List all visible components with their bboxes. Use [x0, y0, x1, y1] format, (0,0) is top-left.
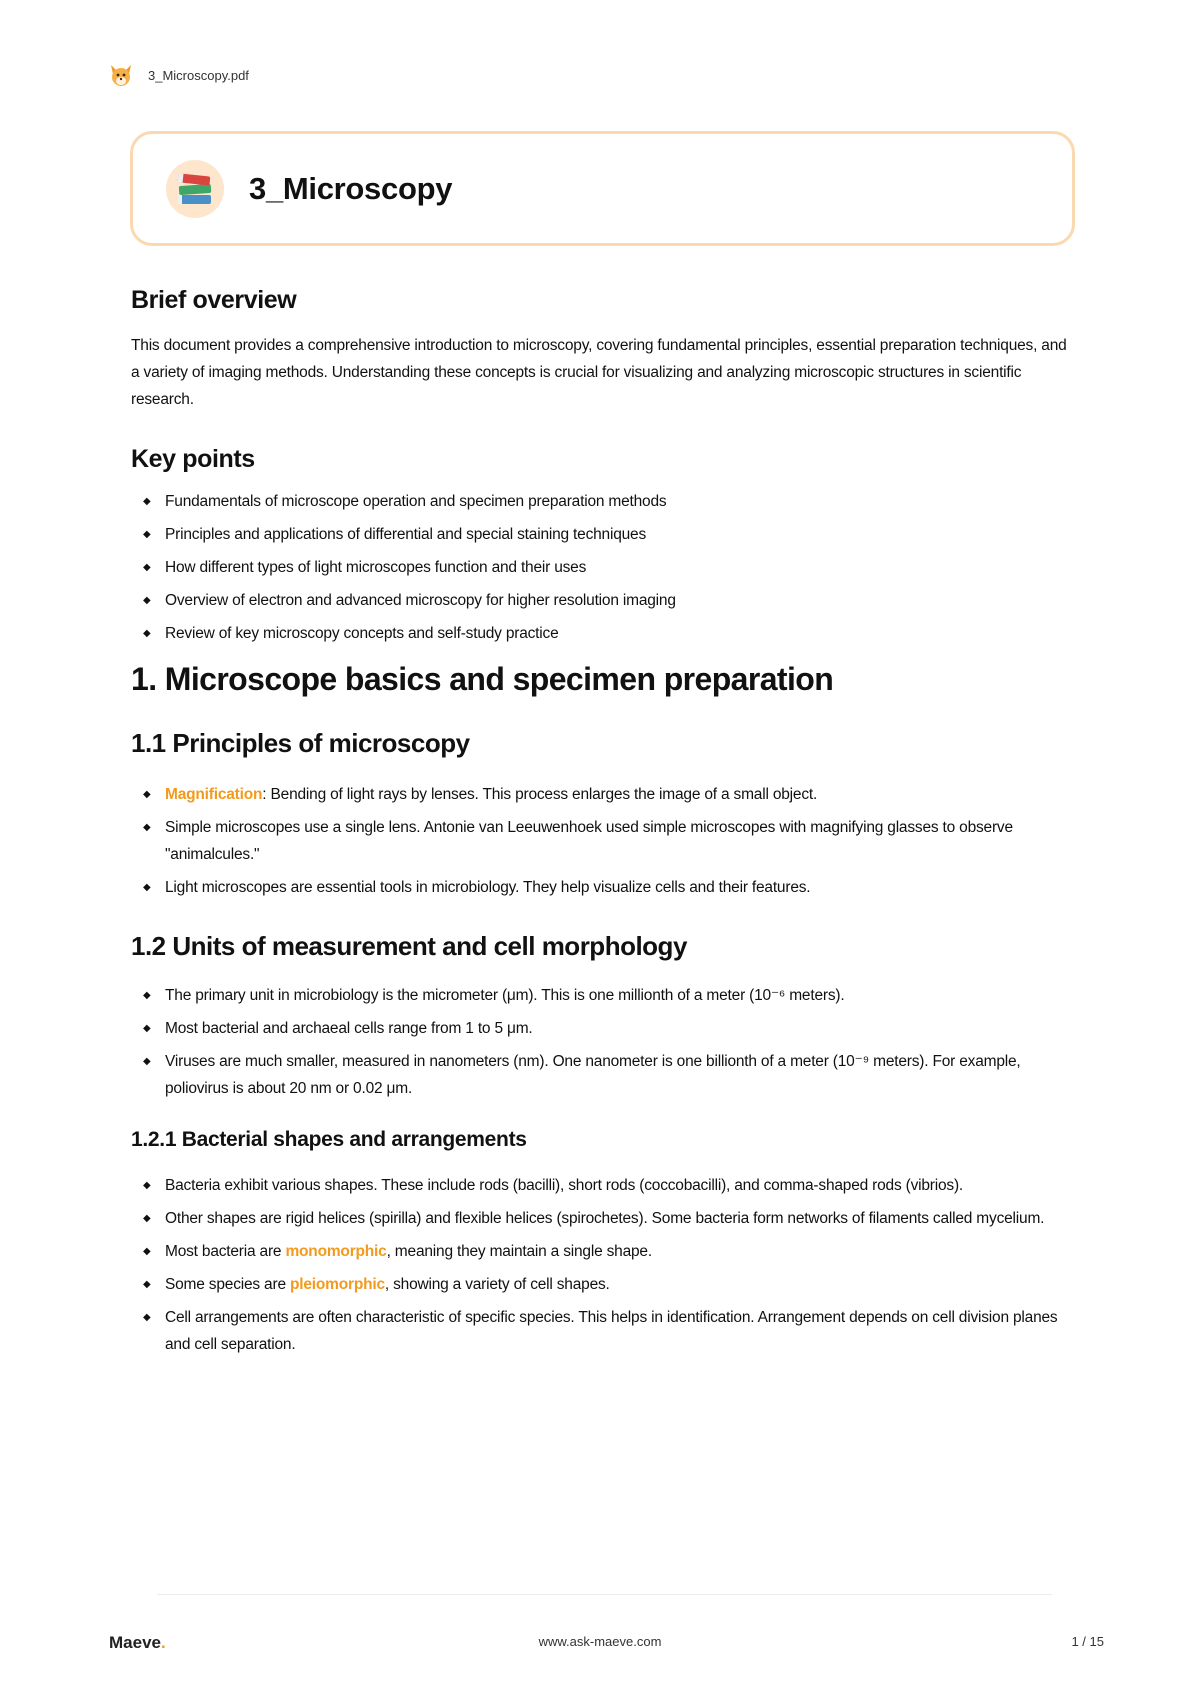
diamond-bullet-icon: ◆ — [143, 822, 151, 833]
diamond-bullet-icon: ◆ — [143, 1213, 151, 1224]
footer-divider — [157, 1594, 1052, 1595]
fox-logo-icon — [108, 62, 134, 88]
diamond-bullet-icon: ◆ — [143, 1056, 151, 1067]
books-icon — [165, 159, 225, 219]
section-1-heading: 1. Microscope basics and specimen preparation — [131, 661, 834, 697]
highlighted-term: monomorphic — [285, 1243, 387, 1260]
section-1-2-list — [131, 982, 1071, 1102]
diamond-bullet-icon: ◆ — [143, 496, 151, 507]
diamond-bullet-icon: ◆ — [143, 789, 151, 800]
list-item: ◆ Review of key microscopy concepts and self-study practice — [131, 620, 1071, 647]
list-item: ◆ Other shapes are rigid helices (spirilla) and flexible helices (spirochetes). Some bacteria form networks of filaments called mycelium. — [131, 1205, 1071, 1232]
page-number: 1 / 15 — [1071, 1634, 1104, 1649]
list-item: ◆ Fundamentals of microscope operation and specimen preparation methods — [131, 488, 1071, 515]
diamond-bullet-icon: ◆ — [143, 595, 151, 606]
list-item: ◆ Cell arrangements are often characteristic of specific species. This helps in identification. Arrangement depends on cell division planes and cell separation. — [131, 1304, 1071, 1358]
diamond-bullet-icon: ◆ — [143, 1279, 151, 1290]
list-item: ◆ Most bacterial and archaeal cells range from 1 to 5 μm. — [131, 1015, 1071, 1042]
list-item: ◆ Simple microscopes use a single lens. Antonie van Leeuwenhoek used simple microscopes with magnifying glasses to observe "animalcules." — [131, 814, 1071, 868]
diamond-bullet-icon: ◆ — [143, 529, 151, 540]
list-item: ◆ Some species are pleiomorphic, showing a variety of cell shapes. — [131, 1271, 1071, 1298]
list-item: ◆ Viruses are much smaller, measured in nanometers (nm). One nanometer is one billionth of a meter (10⁻⁹ meters). For example, poliovirus is about 20 nm or 0.02 μm. — [131, 1048, 1071, 1102]
diamond-bullet-icon: ◆ — [143, 562, 151, 573]
highlighted-term: pleiomorphic — [289, 1276, 385, 1293]
section-1-2-1-heading: 1.2.1 Bacterial shapes and arrangements — [131, 1128, 527, 1151]
footer-url[interactable]: www.ask-maeve.com — [538, 1634, 662, 1649]
diamond-bullet-icon: ◆ — [143, 990, 151, 1001]
title-card — [130, 131, 1075, 246]
file-header — [108, 62, 249, 88]
diamond-bullet-icon: ◆ — [143, 1023, 151, 1034]
document-title: 3_Microscopy — [249, 170, 453, 206]
list-item: ◆ Light microscopes are essential tools in microbiology. They help visualize cells and their features. — [131, 874, 1071, 901]
key-points-heading: Key points — [131, 445, 255, 473]
diamond-bullet-icon: ◆ — [143, 882, 151, 893]
highlighted-term: Magnification — [165, 786, 263, 803]
section-1-2-1-list — [131, 1172, 1071, 1358]
diamond-bullet-icon: ◆ — [143, 1312, 151, 1323]
list-item: ◆ Principles and applications of differential and special staining techniques — [131, 521, 1071, 548]
diamond-bullet-icon: ◆ — [143, 1246, 151, 1257]
list-item: ◆ Overview of electron and advanced microscopy for higher resolution imaging — [131, 587, 1071, 614]
list-item: ◆ Bacteria exhibit various shapes. These include rods (bacilli), short rods (coccobacilli), and comma-shaped rods (vibrios). — [131, 1172, 1071, 1199]
section-1-1-heading: 1.1 Principles of microscopy — [131, 728, 470, 758]
document-content — [131, 286, 1071, 1364]
file-name: 3_Microscopy.pdf — [148, 67, 249, 83]
list-item: ◆ The primary unit in microbiology is the micrometer (μm). This is one millionth of a meter (10⁻⁶ meters). — [131, 982, 1071, 1009]
list-item: ◆ Magnification: Bending of light rays by lenses. This process enlarges the image of a small object. — [131, 781, 1071, 808]
diamond-bullet-icon: ◆ — [143, 1180, 151, 1191]
section-1-2-heading: 1.2 Units of measurement and cell morphology — [131, 931, 687, 961]
list-item: ◆ Most bacteria are monomorphic, meaning they maintain a single shape. — [131, 1238, 1071, 1265]
overview-text: This document provides a comprehensive introduction to microscopy, covering fundamental principles, essential preparation techniques, and a variety of imaging methods. Understanding these concepts is crucial for visualizing and analyzing microscopic structures in scientific research. — [131, 337, 1067, 408]
key-points-list — [131, 488, 1071, 647]
list-item: ◆ How different types of light microscopes function and their uses — [131, 554, 1071, 581]
overview-heading: Brief overview — [131, 286, 297, 314]
footer-brand-logo: Maeve. — [109, 1633, 166, 1652]
section-1-1-list — [131, 781, 1071, 901]
diamond-bullet-icon: ◆ — [143, 628, 151, 639]
